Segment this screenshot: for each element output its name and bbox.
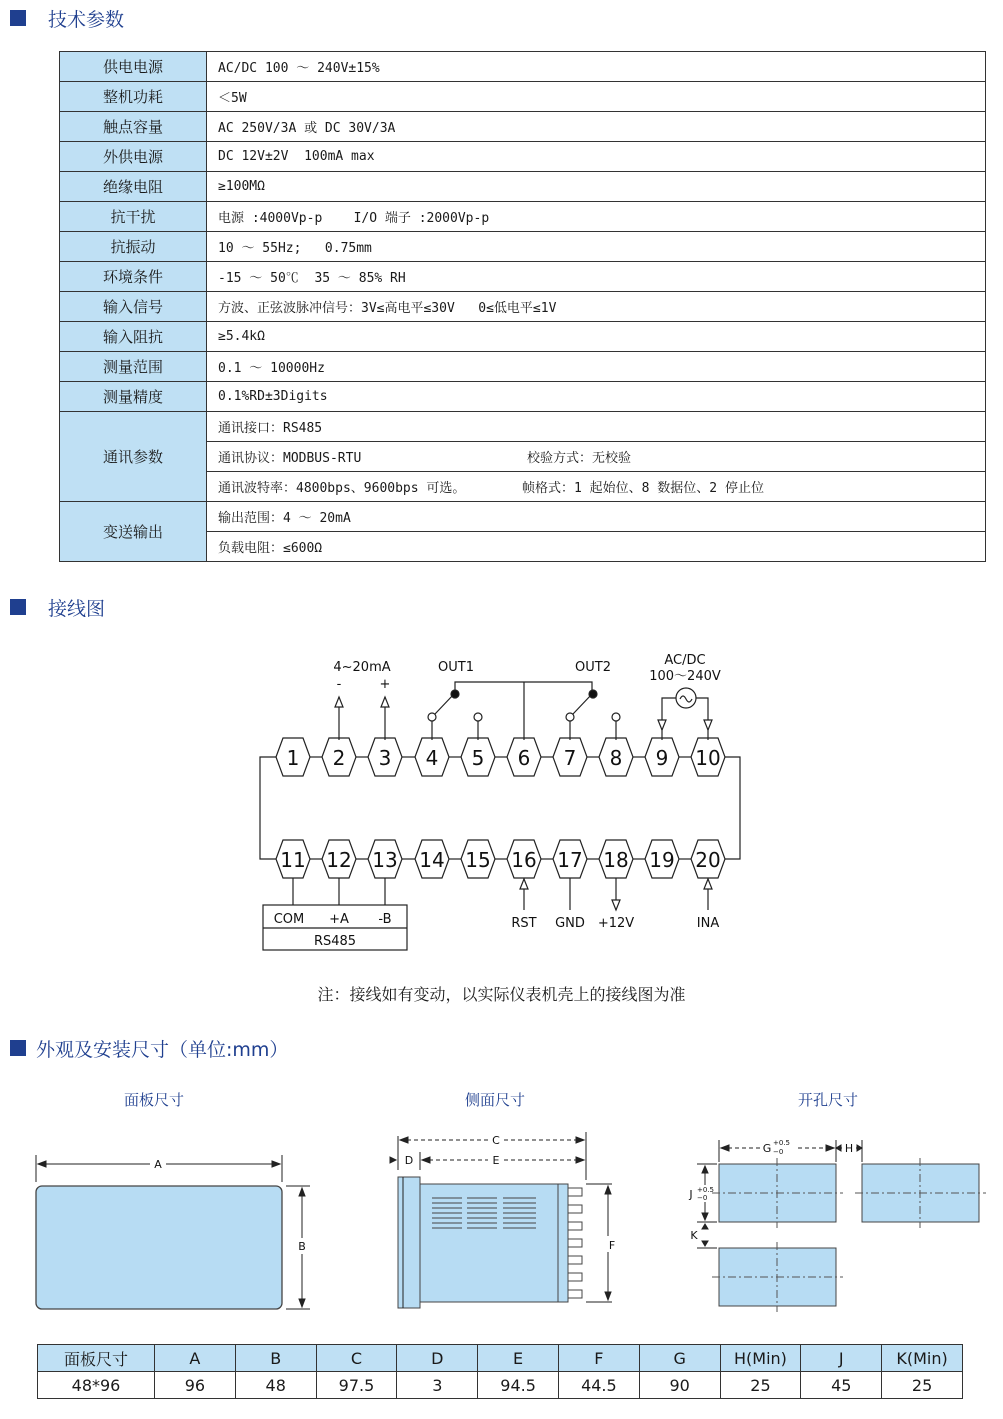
dim-table-header-cell: D: [397, 1345, 478, 1372]
dim-table-cell: 96: [155, 1372, 236, 1399]
dim-g-tol-minus: −0: [773, 1148, 784, 1156]
spec-label: 外供电源: [60, 142, 207, 172]
dim-j-tol-plus: +0.5: [697, 1186, 714, 1194]
dim-table-cell: 48: [235, 1372, 316, 1399]
terminal-number: 3: [378, 746, 392, 770]
spec-label: 测量范围: [60, 352, 207, 382]
side-size-title: 侧面尺寸: [465, 1091, 526, 1109]
dim-table-cell: 3: [397, 1372, 478, 1399]
terminal-number: 14: [419, 848, 445, 872]
spec-value: 10 ～ 55Hz; 0.75mm: [207, 232, 986, 262]
spec-row: [60, 322, 986, 352]
dims-section-title: 外观及安装尺寸（单位:mm）: [36, 1038, 289, 1061]
spec-value: AC/DC 100 ～ 240V±15%: [207, 52, 986, 82]
comm-protocol-row: [207, 442, 986, 472]
transmit-load: 负载电阻：≤600Ω: [207, 532, 986, 562]
terminal-number: 19: [649, 848, 675, 872]
dim-a-label: A: [154, 1158, 162, 1171]
terminal-number: 1: [286, 746, 300, 770]
spec-value: ＜5W: [207, 82, 986, 112]
dim-table-header-cell: 面板尺寸: [38, 1345, 155, 1372]
comm-interface: 通讯接口：RS485: [207, 412, 986, 442]
dim-table-header-cell: B: [235, 1345, 316, 1372]
terminal-number: 2: [332, 746, 346, 770]
cutout-size-title: 开孔尺寸: [798, 1091, 859, 1109]
terminal-number: 7: [563, 746, 577, 770]
terminal-number: 17: [557, 848, 583, 872]
spec-section-header: [10, 4, 124, 32]
dim-h-label: H: [844, 1142, 854, 1155]
terminal-number: 18: [603, 848, 629, 872]
terminal-number: 10: [695, 746, 721, 770]
analog-label: 4~20mA: [333, 660, 391, 675]
dim-g-label: G: [762, 1142, 772, 1155]
spec-label: 环境条件: [60, 262, 207, 292]
comm-frame: 帧格式：1 起始位、8 数据位、2 停止位: [522, 481, 764, 496]
wiring-diagram: [0, 640, 1003, 960]
spec-label: 输入信号: [60, 292, 207, 322]
dimension-table-header: [38, 1345, 963, 1372]
comm-protocol: 通讯协议：MODBUS-RTU: [218, 451, 362, 466]
wiring-section-title: 接线图: [48, 597, 106, 620]
terminal-number: 4: [425, 746, 439, 770]
ina-label: INA: [696, 916, 720, 931]
spec-row: [60, 142, 986, 172]
dim-j-label: J: [689, 1188, 693, 1201]
rs485-b-label: -B: [378, 912, 392, 927]
comm-label: 通讯参数: [60, 412, 207, 502]
spec-value: -15 ～ 50℃ 35 ～ 85% RH: [207, 262, 986, 292]
spec-row: [60, 352, 986, 382]
panel-size-title: 面板尺寸: [124, 1091, 185, 1109]
transmit-label: 变送输出: [60, 502, 207, 562]
spec-label: 绝缘电阻: [60, 172, 207, 202]
dimension-drawings: [0, 1125, 1003, 1325]
dim-e-label: E: [492, 1154, 500, 1167]
spec-value: 方波、正弦波脉冲信号：3V≤高电平≤30V 0≤低电平≤1V: [207, 292, 986, 322]
dim-table-cell: 45: [801, 1372, 882, 1399]
dim-table-header-cell: A: [155, 1345, 236, 1372]
dim-table-cell: 25: [882, 1372, 963, 1399]
spec-row: [60, 292, 986, 322]
spec-value: 0.1%RD±3Digits: [207, 382, 986, 412]
spec-row: [60, 172, 986, 202]
dim-table-cell: 25: [720, 1372, 801, 1399]
spec-value: ≥100MΩ: [207, 172, 986, 202]
spec-label: 触点容量: [60, 112, 207, 142]
out1-label: OUT1: [438, 660, 474, 675]
terminal-number: 8: [609, 746, 623, 770]
terminal-number: 13: [372, 848, 398, 872]
spec-table: [59, 51, 986, 562]
dimension-table: [37, 1344, 963, 1399]
section-square-icon: [10, 10, 26, 26]
comm-baud-row: [207, 472, 986, 502]
spec-row: [60, 382, 986, 412]
transmit-range: 输出范围：4 ～ 20mA: [207, 502, 986, 532]
rs485-label: RS485: [313, 934, 357, 949]
power-label-line1: AC/DC: [664, 653, 706, 668]
section-square-icon: [10, 1040, 26, 1056]
dim-table-cell: 90: [639, 1372, 720, 1399]
dim-table-cell: 48*96: [38, 1372, 155, 1399]
spec-row: [60, 232, 986, 262]
spec-label: 整机功耗: [60, 82, 207, 112]
wiring-note: 注：接线如有变动，以实际仪表机壳上的接线图为准: [317, 985, 686, 1004]
spec-label: 供电电源: [60, 52, 207, 82]
wiring-section-header: [10, 593, 105, 621]
dim-table-header-cell: G: [639, 1345, 720, 1372]
comm-check: 校验方式：无校验: [527, 451, 632, 466]
dim-table-cell: 44.5: [558, 1372, 639, 1399]
spec-label: 抗干扰: [60, 202, 207, 232]
spec-row: [60, 262, 986, 292]
dim-table-header-cell: E: [478, 1345, 559, 1372]
dim-table-header-cell: C: [316, 1345, 397, 1372]
spec-row: [60, 202, 986, 232]
gnd-label: GND: [555, 916, 585, 931]
terminal-number: 20: [695, 848, 721, 872]
dim-table-header-cell: K(Min): [882, 1345, 963, 1372]
dims-section-header: [10, 1034, 288, 1062]
terminal-number: 11: [280, 848, 306, 872]
spec-value: ≥5.4kΩ: [207, 322, 986, 352]
dim-c-label: C: [492, 1134, 500, 1147]
dim-g-tol-plus: +0.5: [773, 1139, 790, 1147]
spec-row: [60, 112, 986, 142]
dim-table-header-cell: H(Min): [720, 1345, 801, 1372]
rs485-a-label: +A: [329, 912, 349, 927]
terminal-number: 9: [655, 746, 669, 770]
v12-label: +12V: [597, 916, 635, 931]
rs485-com-label: COM: [273, 912, 305, 927]
spec-label: 抗振动: [60, 232, 207, 262]
spec-row: [60, 52, 986, 82]
spec-value: AC 250V/3A 或 DC 30V/3A: [207, 112, 986, 142]
terminal-number: 12: [326, 848, 352, 872]
spec-value: 电源 :4000Vp-p I/O 端子 :2000Vp-p: [207, 202, 986, 232]
dim-d-label: D: [404, 1154, 414, 1167]
spec-value: DC 12V±2V 100mA max: [207, 142, 986, 172]
dim-f-label: F: [608, 1239, 616, 1252]
section-square-icon: [10, 599, 26, 615]
dim-j-tol-minus: −0: [697, 1194, 708, 1202]
dim-table-cell: 97.5: [316, 1372, 397, 1399]
rst-label: RST: [511, 916, 537, 931]
dim-k-label: K: [690, 1229, 698, 1242]
terminal-number: 15: [465, 848, 491, 872]
spec-value: 0.1 ～ 10000Hz: [207, 352, 986, 382]
out2-label: OUT2: [575, 660, 611, 675]
dimension-table-row: [38, 1372, 963, 1399]
dim-table-header-cell: J: [801, 1345, 882, 1372]
analog-minus: -: [336, 677, 342, 692]
spec-label: 输入阻抗: [60, 322, 207, 352]
power-label-line2: 100～240V: [649, 669, 721, 684]
spec-section-title: 技术参数: [48, 8, 125, 31]
spec-label: 测量精度: [60, 382, 207, 412]
dim-table-cell: 94.5: [478, 1372, 559, 1399]
comm-baud: 通讯波特率：4800bps、9600bps 可选。: [218, 481, 466, 496]
dim-table-header-cell: F: [558, 1345, 639, 1372]
terminal-number: 6: [517, 746, 531, 770]
dim-b-label: B: [298, 1240, 306, 1253]
spec-row: [60, 82, 986, 112]
analog-plus: +: [379, 677, 391, 692]
terminal-number: 16: [511, 848, 537, 872]
terminal-number: 5: [471, 746, 485, 770]
